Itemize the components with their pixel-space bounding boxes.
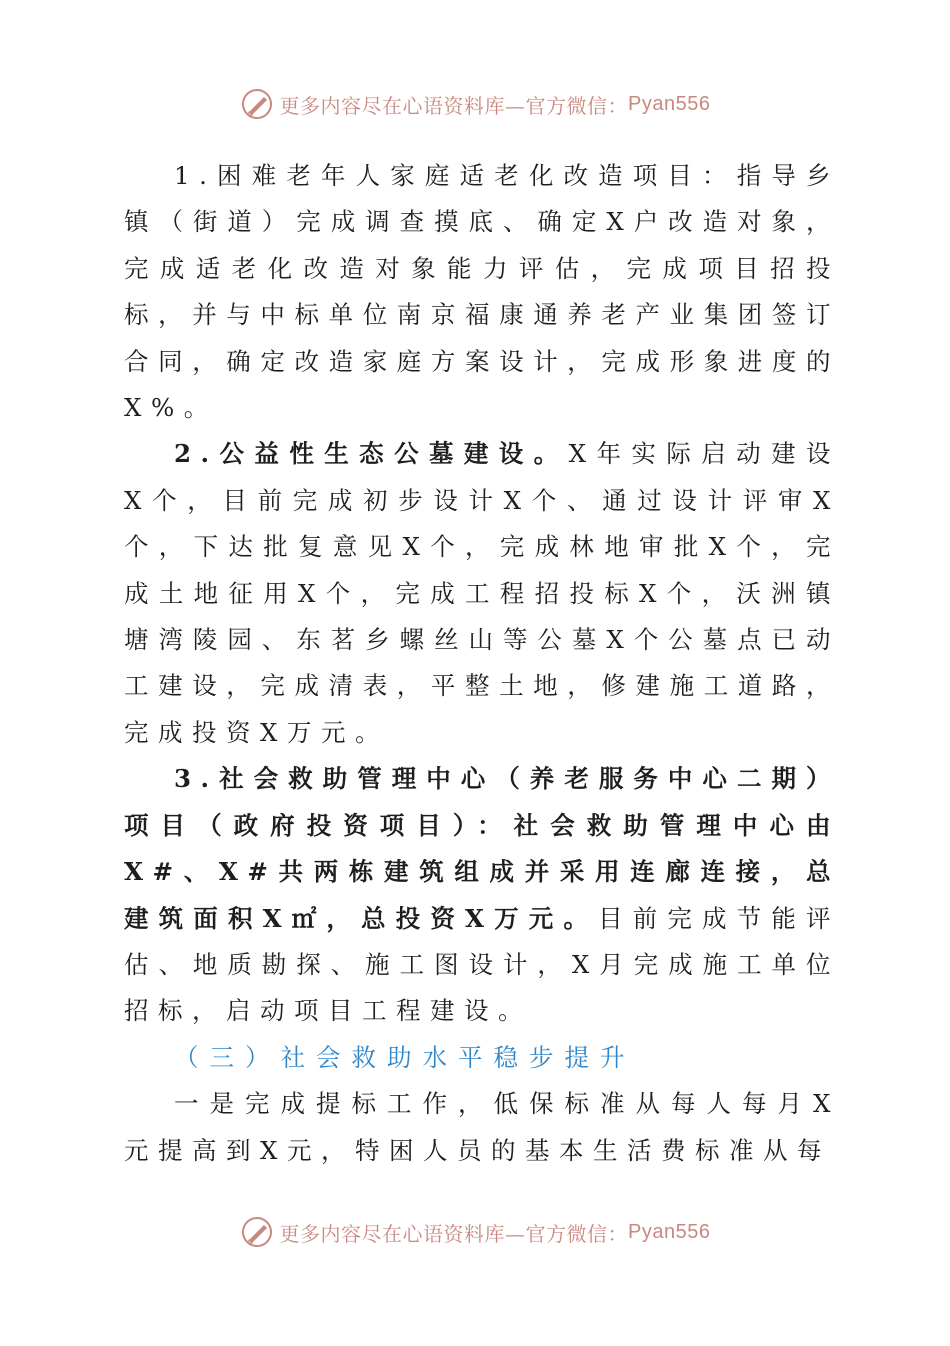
paragraph-2 [124,431,840,756]
watermark-wechat-id: Pyan556 [628,1220,711,1243]
document-body [124,153,840,1174]
paragraph-2-body: X年实际启动建设X个，目前完成初步设计X个、通过设计评审X个，下达批复意见X个，完成林地审批X个，完成土地征用X个，完成工程招投标X个，沃洲镇塘湾陵园、东茗乡螺丝山等公墓X个公墓点已动工建设，完成清表，平整土地，修建施工道路，完成投资X万元。 [124,439,840,747]
watermark-banner-top [0,84,950,124]
pen-logo-icon [240,1215,274,1249]
paragraph-4: 一是完成提标工作，低保标准从每人每月X元提高到X元，特困人员的基本生活费标准从每 [124,1089,840,1165]
watermark-text: 更多内容尽在心语资料库—官方微信： [279,93,629,118]
paragraph-3-title: 3.社会救助管理中心（养老服务中心二期）项目（政府投资项目）：社会救助管理中心由X#、X#共两栋建筑组成并采用连廊连接，总建筑面积X㎡，总投资X万元。 [124,764,840,933]
paragraph-1: 1.困难老年人家庭适老化改造项目：指导乡镇（街道）完成调查摸底、确定X户改造对象，完成适老化改造对象能力评估，完成项目招投标，并与中标单位南京福康通养老产业集团签订合同，确定改造家庭方案设计，完成形象进度的X%。 [124,161,840,423]
paragraph-3-body: 目前完成节能评估、地质勘探、施工图设计，X月完成施工单位招标，启动项目工程建设。 [124,903,840,1026]
watermark-text: 更多内容尽在心语资料库—官方微信： [279,1221,629,1246]
watermark-banner-bottom [0,1212,950,1252]
paragraph-3 [124,756,840,1034]
paragraph-2-title: 2.公益性生态公墓建设。 [174,439,569,469]
watermark-wechat-id: Pyan556 [628,92,711,115]
pen-logo-icon [240,87,274,121]
section-heading: （三）社会救助水平稳步提升 [174,1042,636,1072]
